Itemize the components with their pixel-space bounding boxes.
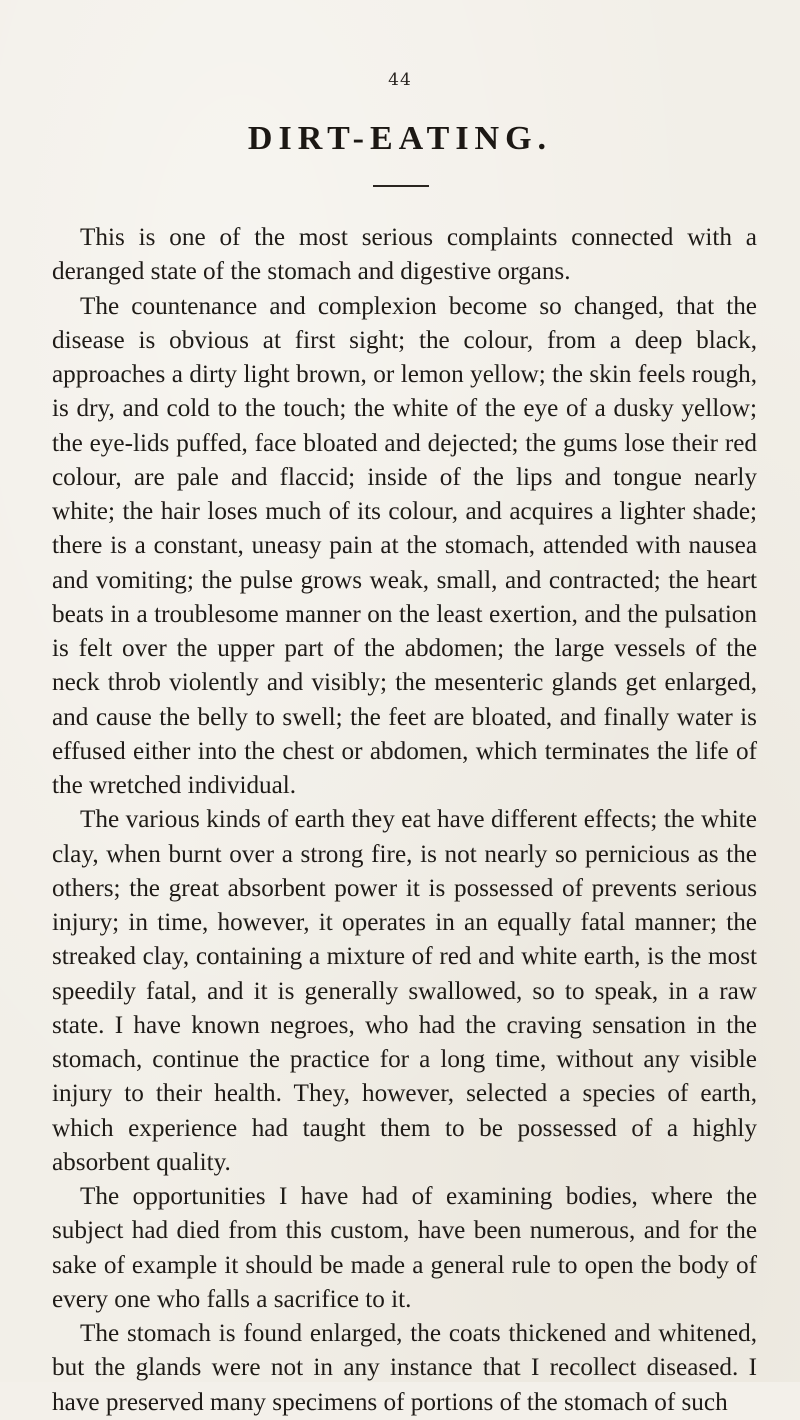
paragraph-2: The countenance and complexion become so changed, that the disease is obvious at first sight; the colour, from a deep black, approaches a dirty light brown, or lemon yellow; the skin feels rough, is dry, and cold to the touch; the white of the eye of a dusky yellow; the eye-lids puffed, face bloated and dejected; the gums lose their red colour, are pale and flaccid; inside of the lips and tongue nearly white; the hair loses much of its colour, and acquires a lighter shade; there is a constant, uneasy pain at the stomach, attended with nausea and vomiting; the pulse grows weak, small, and contracted; the heart beats in a troublesome manner on the least exertion, and the pulsation is felt over the upper part of the abdomen; the large vessels of the neck throb violently and visibly; the mesenteric glands get enlarged, and cause the belly to swell; the feet are bloated, and finally water is effused either into the chest or abdomen, which terminates the life of the wretched individual. — [52, 292, 757, 799]
heading-divider — [373, 185, 429, 187]
chapter-heading: DIRT-EATING. — [247, 120, 553, 157]
paragraph-4: The opportunities I have had of examining bodies, where the subject had died from this custom, have been numerous, and for the sake of example it should be made a general rule to open the body of every one who falls a sacrifice to it. — [52, 1183, 757, 1313]
body-text — [52, 221, 757, 1420]
paragraph-5: The stomach is found enlarged, the coats thickened and whitened, but the glands were not in any instance that I recollect diseased. I have preserved many specimens of portions of the stomach of such — [52, 1320, 757, 1416]
paragraph-3: The various kinds of earth they eat have different effects; the white clay, when burnt over a strong fire, is not nearly so pernicious as the others; the great absorbent power it is possessed of prevents serious injury; in time, however, it operates in an equally fatal manner; the streaked clay, containing a mixture of red and white earth, is the most speedily fatal, and it is generally swallowed, so to speak, in a raw state. I have known negroes, who had the craving sensation in the stomach, continue the practice for a long time, without any visible injury to their health. They, however, selected a species of earth, which experience had taught them to be possessed of a highly absorbent quality. — [52, 806, 757, 1176]
page-number: 44 — [388, 70, 412, 90]
paragraph-1: This is one of the most serious complaints connected with a deranged state of the stomach and digestive organs. — [52, 224, 757, 286]
